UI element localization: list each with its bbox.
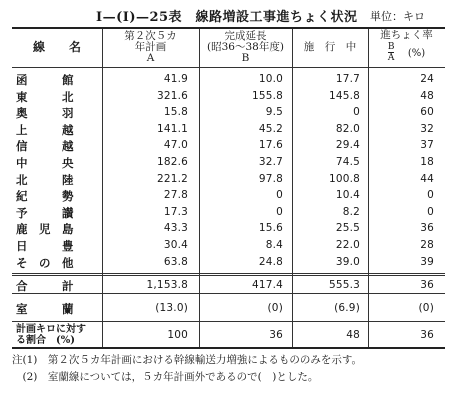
row-line-name: 日 豊: [16, 239, 74, 253]
cell-rate: 18: [420, 156, 434, 168]
cell-plan: 41.9: [163, 73, 188, 85]
total-divider: [12, 273, 445, 276]
cell-in-progress: 25.5: [335, 222, 360, 234]
header-progress-rate: [368, 30, 445, 63]
row-divider: [12, 321, 445, 322]
cell-in-progress: 8.2: [342, 206, 360, 218]
table-title: [0, 6, 459, 24]
row-line-name: 紀 勢: [16, 189, 74, 203]
header-unit: (%): [407, 47, 426, 59]
cell-completed: 32.7: [258, 156, 283, 168]
cell-completed: 155.8: [251, 90, 283, 102]
cell-rate: 39: [420, 256, 434, 268]
cell-completed: 15.6: [258, 222, 283, 234]
cell-in-progress: 82.0: [335, 123, 360, 135]
header-completed: [199, 31, 292, 64]
row-line-name: 東 北: [16, 90, 74, 104]
header-completed-1: 完成延長: [224, 30, 267, 42]
cell-completed: 8.4: [265, 239, 283, 251]
footnote-1: 注(1) 第２次５カ年計画における幹線輸送力増強によるもののみを示す。: [12, 354, 363, 366]
cell-rate: 0: [427, 189, 434, 201]
row-line-name: そ の 他: [16, 256, 74, 270]
cell-rate: 48: [420, 90, 434, 102]
row-line-name: 予 讃: [16, 206, 74, 220]
cell-plan: 221.2: [156, 173, 188, 185]
cell-rate: 24: [420, 73, 434, 85]
muroran-completed: (0): [267, 302, 283, 314]
muroran-rate: (0): [418, 302, 434, 314]
cell-in-progress: 29.4: [335, 139, 360, 151]
cell-rate: 36: [420, 222, 434, 234]
title-unit: 単位：キロ: [370, 10, 425, 23]
muroran-label: 室 蘭: [16, 302, 74, 316]
cell-completed: 0: [276, 206, 283, 218]
header-plan: [102, 31, 199, 64]
cell-completed: 10.0: [258, 73, 283, 85]
total-label: 合 計: [16, 279, 74, 293]
cell-rate: 60: [420, 106, 434, 118]
header-completed-2: (昭36～38年度): [207, 41, 284, 53]
cell-completed: 24.8: [258, 256, 283, 268]
cell-plan: 182.6: [156, 156, 188, 168]
row-line-name: 中 央: [16, 156, 74, 170]
header-plan-2: 年計画: [134, 41, 167, 53]
footnote-2: (2) 室蘭線については，５カ年計画外であるので( )とした。: [12, 371, 319, 383]
cell-completed: 97.8: [258, 173, 283, 185]
cell-in-progress: 100.8: [328, 173, 360, 185]
cell-in-progress: 74.5: [335, 156, 360, 168]
cell-plan: 30.4: [163, 239, 188, 251]
cell-plan: 63.8: [163, 256, 188, 268]
total-plan: 1,153.8: [146, 279, 188, 291]
ratio-plan: 100: [167, 329, 188, 341]
cell-rate: 28: [420, 239, 434, 251]
ratio-completed: 36: [269, 329, 283, 341]
cell-rate: 0: [427, 206, 434, 218]
cell-plan: 43.3: [163, 222, 188, 234]
row-line-name: 奥 羽: [16, 106, 74, 120]
header-line: 線 名: [32, 40, 81, 54]
row-line-name: 上 越: [16, 123, 74, 137]
ratio-label: [16, 324, 86, 346]
cell-rate: 44: [420, 173, 434, 185]
title-main: I—(I)—25表 線路増設工事進ちょく状況: [96, 10, 358, 25]
cell-plan: 27.8: [163, 189, 188, 201]
ratio-label-1: 計画キロに対す: [16, 324, 86, 335]
header-plan-1: 第２次５カ: [124, 30, 177, 42]
cell-in-progress: 17.7: [335, 73, 360, 85]
cell-in-progress: 145.8: [328, 90, 360, 102]
cell-completed: 17.6: [258, 139, 283, 151]
total-completed: 417.4: [251, 279, 283, 291]
header-plan-3: A: [146, 52, 155, 64]
cell-in-progress: 39.0: [335, 256, 360, 268]
row-line-name: 信 越: [16, 139, 74, 153]
cell-rate: 32: [420, 123, 434, 135]
header-divider: [12, 67, 445, 68]
cell-plan: 141.1: [156, 123, 188, 135]
progress-table: [12, 27, 445, 349]
cell-in-progress: 0: [353, 106, 360, 118]
ratio-rate: 36: [420, 329, 434, 341]
cell-rate: 37: [420, 139, 434, 151]
row-line-name: 鹿 児 島: [16, 222, 74, 236]
cell-completed: 45.2: [258, 123, 283, 135]
ratio-in-progress: 48: [346, 329, 360, 341]
total-in-progress: 555.3: [328, 279, 360, 291]
cell-plan: 15.8: [163, 106, 188, 118]
ratio-label-2: る割合 (%): [16, 335, 75, 346]
cell-plan: 47.0: [163, 139, 188, 151]
row-line-name: 函 館: [16, 73, 74, 87]
header-progress-rate-1: 進ちょく率: [380, 29, 433, 41]
cell-in-progress: 10.4: [335, 189, 360, 201]
cell-plan: 321.6: [156, 90, 188, 102]
footnotes: [12, 352, 452, 386]
cell-completed: 9.5: [265, 106, 283, 118]
header-fraction: $\frac{B}{A}$: [387, 42, 395, 63]
row-line-name: 北 陸: [16, 173, 74, 187]
muroran-plan: (13.0): [155, 302, 188, 314]
header-in-progress: 施 行 中: [303, 41, 357, 53]
total-rate: 36: [420, 279, 434, 291]
header-completed-3: B: [241, 52, 250, 64]
muroran-in-progress: (6.9): [334, 302, 360, 314]
cell-in-progress: 22.0: [335, 239, 360, 251]
cell-plan: 17.3: [163, 206, 188, 218]
cell-completed: 0: [276, 189, 283, 201]
